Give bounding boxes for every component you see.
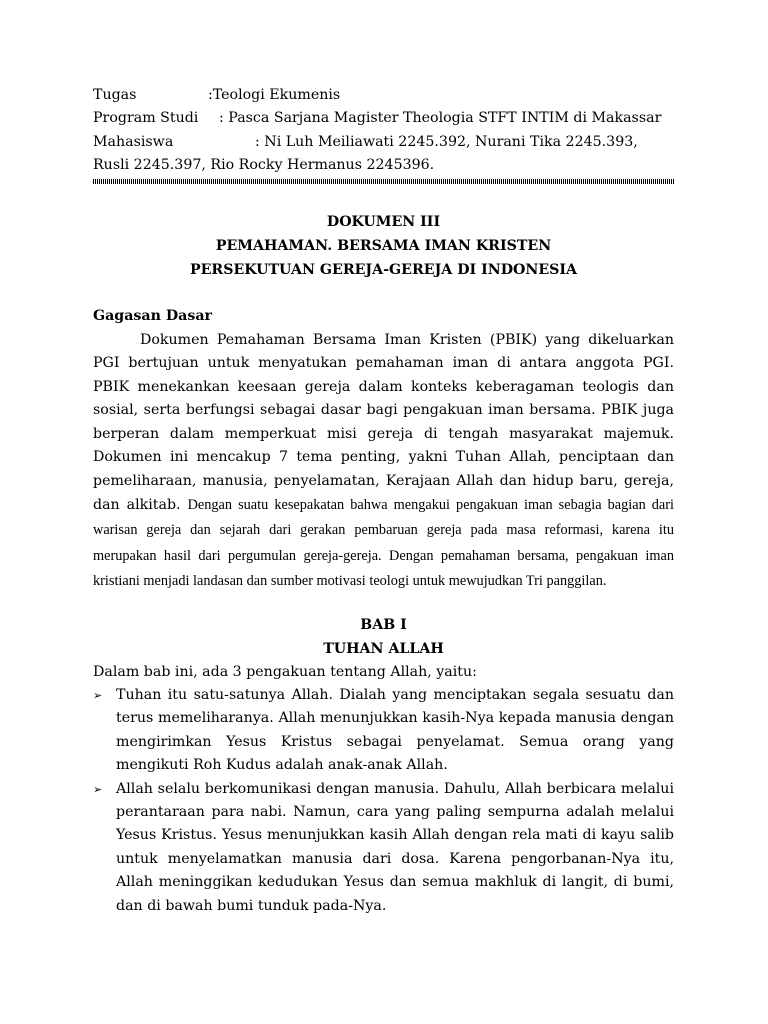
gagasan-main-text: Dokumen Pemahaman Bersama Iman Kristen (PBIK) yang dikeluarkan PGI bertujuan untuk menyatukan pemahaman iman di antara anggota PGI. PBIK menekankan keesaan gereja dalam konteks keberagaman teologis dan sosial, serta berfungsi sebagai dasar bagi pengakuan iman bersama. PBIK juga berperan dalam memperkuat misi gereja di tengah masyarakat majemuk. Dokumen ini mencakup 7 tema penting, yakni Tuhan Allah, penciptaan dan pemeliharaan, manusia, penyelamatan, Kerajaan Allah dan hidup baru, gereja, dan alkitab. — [93, 331, 674, 514]
arrow-bullet-icon: ➢ — [93, 689, 103, 703]
document-title-line1: DOKUMEN III — [326, 214, 441, 231]
header-mahasiswa-row — [93, 131, 674, 154]
gagasan-tail-text: Dengan suatu kesepakatan bahwa mengakui pengakuan iman sebagia bagian dari warisan gereja dan sejarah dari gerakan pembaruan gereja pada masa reformasi, karena itu merupakan hasil dari pergumulan gereja-gereja. Dengan pemahaman bersama, pengakuan iman kristiani menjadi landasan dan sumber motivasi teologi untuk mewujudkan Tri panggilan. — [93, 497, 674, 589]
document-title-line2: PEMAHAMAN. BERSAMA IMAN KRISTEN — [215, 237, 552, 254]
header-prodi-row — [93, 107, 674, 130]
bab1-intro: Dalam bab ini, ada 3 pengakuan tentang Allah, yaitu: — [93, 663, 477, 680]
arrow-bullet-icon: ➢ — [93, 782, 103, 796]
prodi-value: : Pasca Sarjana Magister Theologia STFT INTIM di Makassar — [219, 110, 662, 127]
mahasiswa-continuation: Rusli 2245.397, Rio Rocky Hermanus 2245396. — [93, 156, 435, 173]
bullet-text: Allah selalu berkomunikasi dengan manusia. Dahulu, Allah berbicara melalui perantaraan para nabi. Namun, cara yang paling sempurna adalah melalui Yesus Kristus. Yesus menunjukkan kasih Allah dengan rela mati di kayu salib untuk menyelamatkan manusia dari dosa. Karena pengorbanan-Nya itu, Allah meninggikan kedudukan Yesus dan semua makhluk di langit, di bumi, dan di bawah bumi tunduk pada-Nya. — [116, 780, 674, 914]
gagasan-dasar-paragraph — [93, 329, 674, 594]
bab1-title: TUHAN ALLAH — [323, 640, 444, 657]
mahasiswa-label: Mahasiswa — [93, 133, 174, 150]
bab1-bullet-list — [93, 684, 674, 918]
document-title-line3: PERSEKUTUAN GEREJA-GEREJA DI INDONESIA — [189, 261, 578, 278]
header-tugas-row — [93, 84, 674, 107]
mahasiswa-value: : Ni Luh Meiliawati 2245.392, Nurani Tika 2245.393, — [255, 133, 638, 150]
list-item — [93, 778, 674, 918]
document-page — [93, 84, 674, 918]
tugas-value: :Teologi Ekumenis — [208, 87, 341, 103]
prodi-label: Program Studi — [93, 110, 199, 127]
tugas-label: Tugas — [93, 87, 137, 103]
bullet-text: Tuhan itu satu-satunya Allah. Dialah yang menciptakan segala sesuatu dan terus memeliharanya. Allah menunjukkan kasih-Nya kepada manusia dengan mengirimkan Yesus Kristus sebagai penyelamat. Semua orang yang mengikuti Roh Kudus adalah anak-anak Allah. — [116, 687, 674, 774]
bab1-label: BAB I — [360, 617, 407, 634]
gagasan-dasar-heading: Gagasan Dasar — [93, 308, 213, 325]
list-item — [93, 684, 674, 778]
